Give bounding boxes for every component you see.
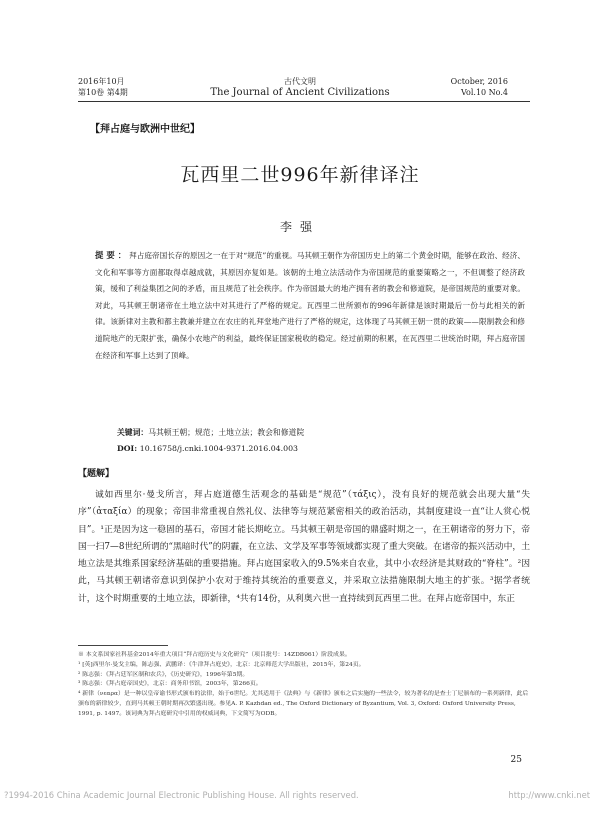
abstract xyxy=(95,247,525,364)
cnki-watermark xyxy=(0,790,600,804)
header-rule xyxy=(78,101,530,102)
footnote-2: ² 陈志强：《拜占廷军区制和农兵》，《历史研究》，1996年第5期。 xyxy=(78,671,249,678)
article-title: 瓦西里二世996年新律译注 xyxy=(180,164,420,186)
header-volume-issue-en: Vol.10 No.4 xyxy=(461,88,508,97)
footnote-funding: ※ 本文系国家社科基金2014年重大项目“拜占庭历史与文化研究”（项目批号：14ZDB061）阶段成果。 xyxy=(78,652,351,658)
doi xyxy=(117,443,298,455)
keywords-label: 关键词： xyxy=(117,428,149,437)
body-text xyxy=(78,487,530,608)
header-volume-issue: 第10卷 第4期 xyxy=(78,88,128,97)
keywords xyxy=(117,427,527,439)
header-date: 2016年10月 xyxy=(78,77,125,86)
intro-heading: 【题解】 xyxy=(78,469,115,479)
footnote-1: ¹ [英]西里尔·曼戈主编，陈志强、武鹏译：《牛津拜占庭史》，北京：北京师范大学出版社，2015年，第24页。 xyxy=(78,661,365,668)
abstract-text: 拜占庭帝国长存的原因之一在于对“规范”的重视。马其顿王朝作为帝国历史上的第二个黄金时期，能够在政治、经济、文化和军事等方面都取得卓越成就，其原因亦复如是。该朝的土地立法活动作为帝国规范的重要策略之一，不但调整了经济政策，缓和了利益集团之间的矛盾，而且规范了社会秩序。作为帝国最大的地产拥有者的教会和修道院，是帝国规范的重要对象。对此，马其顿王朝诸帝在土地立法中对其进行了严格的规定。瓦西里二世所颁布的996年新律是该时期最后一份与此相关的新律。该新律对主教和都主教兼并建立在农庄的礼拜堂地产进行了严格的规定，这体现了马其顿王朝一贯的政策——限制教会和修道院地产的无限扩张，确保小农地产的利益，最终保证国家税收的稳定。经过前期的积累，在瓦西里二世统治时期，拜占庭帝国在经济和军事上达到了顶峰。 xyxy=(95,251,525,360)
doi-value: 10.16758/j.cnki.1004-9371.2016.04.003 xyxy=(139,444,299,453)
page-number: 25 xyxy=(510,755,522,765)
doi-label: DOI: xyxy=(117,444,140,453)
footnote-rule xyxy=(78,645,168,646)
section-tag: 【拜占庭与欧洲中世纪】 xyxy=(90,124,200,135)
footnote-3: ³ 陈志强：《拜占庭帝国史》，北京：商务印书馆，2003年，第266页。 xyxy=(78,681,262,688)
footnotes xyxy=(78,651,530,720)
header-journal-en: The Journal of Ancient Civilizations xyxy=(210,87,390,98)
watermark-url: http://www.cnki.net xyxy=(508,790,590,800)
watermark-copyright: ?1994-2016 China Academic Journal Electronic Publishing House. All rights reserved. xyxy=(4,790,359,800)
footnote-4: ⁴ 新律（νεαρα）是一种以皇帝谕书形式颁布的法律，始于6世纪。尤其适用于《法典》与《新律》颁布之后实施的一些法令，较为著名的是查士丁尼颁布的一系列新律，此后颁布的新律较少，直到马其顿王朝时期再次繁盛出现。参见A. P. Kazhdan ed., The Oxford Dictionary of Byzantium, Vol. 3, Oxford: Oxford University Press, 1991, p. 1497。该词典为拜占庭研究中引用的权威词典，下文简写为ODB。 xyxy=(78,691,529,717)
header-journal-cn: 古代文明 xyxy=(284,77,316,86)
body-paragraph: 诚如西里尔·曼戈所言，拜占庭道德生活观念的基础是“规范”（τάξις），没有良好的规范就会出现大量“失序”（ἀταξία）的现象；帝国非常重视自然礼仪、法律等与规范紧密相关的政治活动，其制度建设一直“让人赏心悦目”。¹正是因为这一稳固的基石，帝国才能长期屹立。马其顿王朝是帝国的鼎盛时期之一，在王朝诸帝的努力下，帝国一扫7—8世纪所谓的“黑暗时代”的阴霾，在立法、文学及军事等领域都实现了重大突破。在诸帝的振兴活动中，土地立法是其维系国家经济基础的重要措施。拜占庭国家收入的9.5%来自农业，其中小农经济是其财政的“脊柱”。²因此，马其顿王朝诸帝意识到保护小农对于维持其统治的重要意义，并采取立法措施限制大地主的扩张。³据学者统计，这个时期重要的土地立法，即新律，⁴共有14份，从利奥六世一直持续到瓦西里二世。在拜占庭帝国中，东正 xyxy=(78,490,530,604)
abstract-label: 提要： xyxy=(95,250,130,260)
author-name: 李强 xyxy=(279,220,320,234)
header-journal xyxy=(0,76,600,98)
header-date-en: October, 2016 xyxy=(450,77,508,86)
keywords-text: 马其顿王朝；规范；土地立法；教会和修道院 xyxy=(148,428,305,437)
header-date-volume-en xyxy=(451,76,508,98)
